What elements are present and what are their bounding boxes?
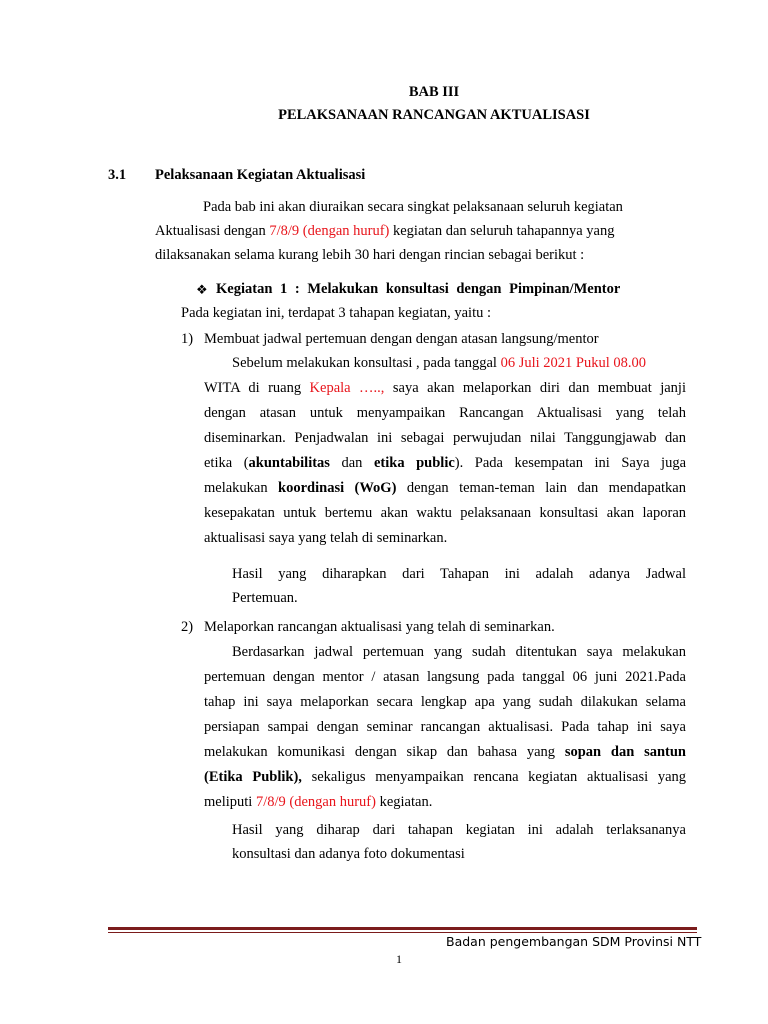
diamond-bullet-icon: ❖ <box>196 282 208 297</box>
step-title: Membuat jadwal pertemuan dengan dengan atasan langsung/mentor <box>204 331 599 347</box>
kegiatan-heading: Kegiatan 1 : Melakukan konsultasi dengan Pimpinan/Mentor <box>216 281 621 297</box>
date-highlight: 06 Juli 2021 Pukul 08.00 <box>500 355 647 371</box>
step-number: 2) <box>181 619 194 635</box>
result-line: Hasil yang diharap dari tahapan kegiatan ini adalah terlaksananya <box>232 822 686 838</box>
footer-rule-thin <box>108 932 697 933</box>
text-line: persiapan sampai dengan seminar rancangan aktualisasi. Pada tahap ini saya <box>204 719 686 735</box>
text-line: aktualisasi saya yang telah di seminarkan. <box>204 530 448 546</box>
chapter-title: PELAKSANAAN RANCANGAN AKTUALISASI <box>278 107 590 123</box>
room-highlight: Kepala ….., <box>309 380 385 396</box>
footer-rule <box>108 927 697 930</box>
text-line: Pada bab ini akan diuraikan secara singkat pelaksanaan seluruh kegiatan <box>203 199 623 215</box>
step-number: 1) <box>181 331 194 347</box>
section-number: 3.1 <box>108 167 127 183</box>
text-line: pertemuan dengan mentor / atasan langsung pada tanggal 06 juni 2021.Pada <box>204 669 686 685</box>
chapter-label: BAB III <box>408 84 460 100</box>
result-line: Hasil yang diharapkan dari Tahapan ini adalah adanya Jadwal <box>232 566 686 582</box>
text-line: Sebelum melakukan konsultasi , pada tanggal 06 Juli 2021 Pukul 08.00 <box>232 355 647 371</box>
text-line: Aktualisasi dengan 7/8/9 (dengan huruf) kegiatan dan seluruh tahapannya yang <box>155 223 615 239</box>
footer-text: Badan pengembangan SDM Provinsi NTT <box>446 934 702 949</box>
text-line: WITA di ruang Kepala ….., saya akan melaporkan diri dan membuat janji <box>204 380 686 396</box>
text-line: diseminarkan. Penjadwalan ini sebagai perwujudan nilai Tanggungjawab dan <box>204 430 686 446</box>
text-line: melakukan komunikasi dengan sikap dan bahasa yang sopan dan santun <box>204 744 686 760</box>
text-line: dilaksanakan selama kurang lebih 30 hari dengan rincian sebagai berikut : <box>155 247 585 263</box>
text-line: meliputi 7/8/9 (dengan huruf) kegiatan. <box>204 794 433 810</box>
text-line: kesepakatan untuk bertemu akan waktu pelaksanaan konsultasi akan laporan <box>204 505 686 521</box>
page-number: 1 <box>396 952 402 966</box>
text-line: etika (akuntabilitas dan etika public). Pada kesempatan ini Saya juga <box>204 455 687 471</box>
text-line: tahap ini saya melaporkan secara lengkap apa yang sudah dilakukan selama <box>204 694 686 710</box>
result-line: konsultasi dan adanya foto dokumentasi <box>232 846 465 862</box>
text-line: Berdasarkan jadwal pertemuan yang sudah ditentukan saya melakukan <box>232 644 686 660</box>
placeholder-highlight: 7/8/9 (dengan huruf) <box>269 223 390 239</box>
section-title: Pelaksanaan Kegiatan Aktualisasi <box>155 167 366 183</box>
step-title: Melaporkan rancangan aktualisasi yang telah di seminarkan. <box>204 619 555 635</box>
text-line: melakukan koordinasi (WoG) dengan teman-teman lain dan mendapatkan <box>204 480 686 496</box>
placeholder-highlight: 7/8/9 (dengan huruf) <box>255 794 376 810</box>
text-line: (Etika Publik), sekaligus menyampaikan rencana kegiatan aktualisasi yang <box>204 769 687 785</box>
kegiatan-intro: Pada kegiatan ini, terdapat 3 tahapan kegiatan, yaitu : <box>181 305 492 321</box>
result-line: Pertemuan. <box>232 590 298 606</box>
text-line: dengan atasan untuk menyampaikan Rancangan Aktualisasi yang telah <box>204 405 686 421</box>
